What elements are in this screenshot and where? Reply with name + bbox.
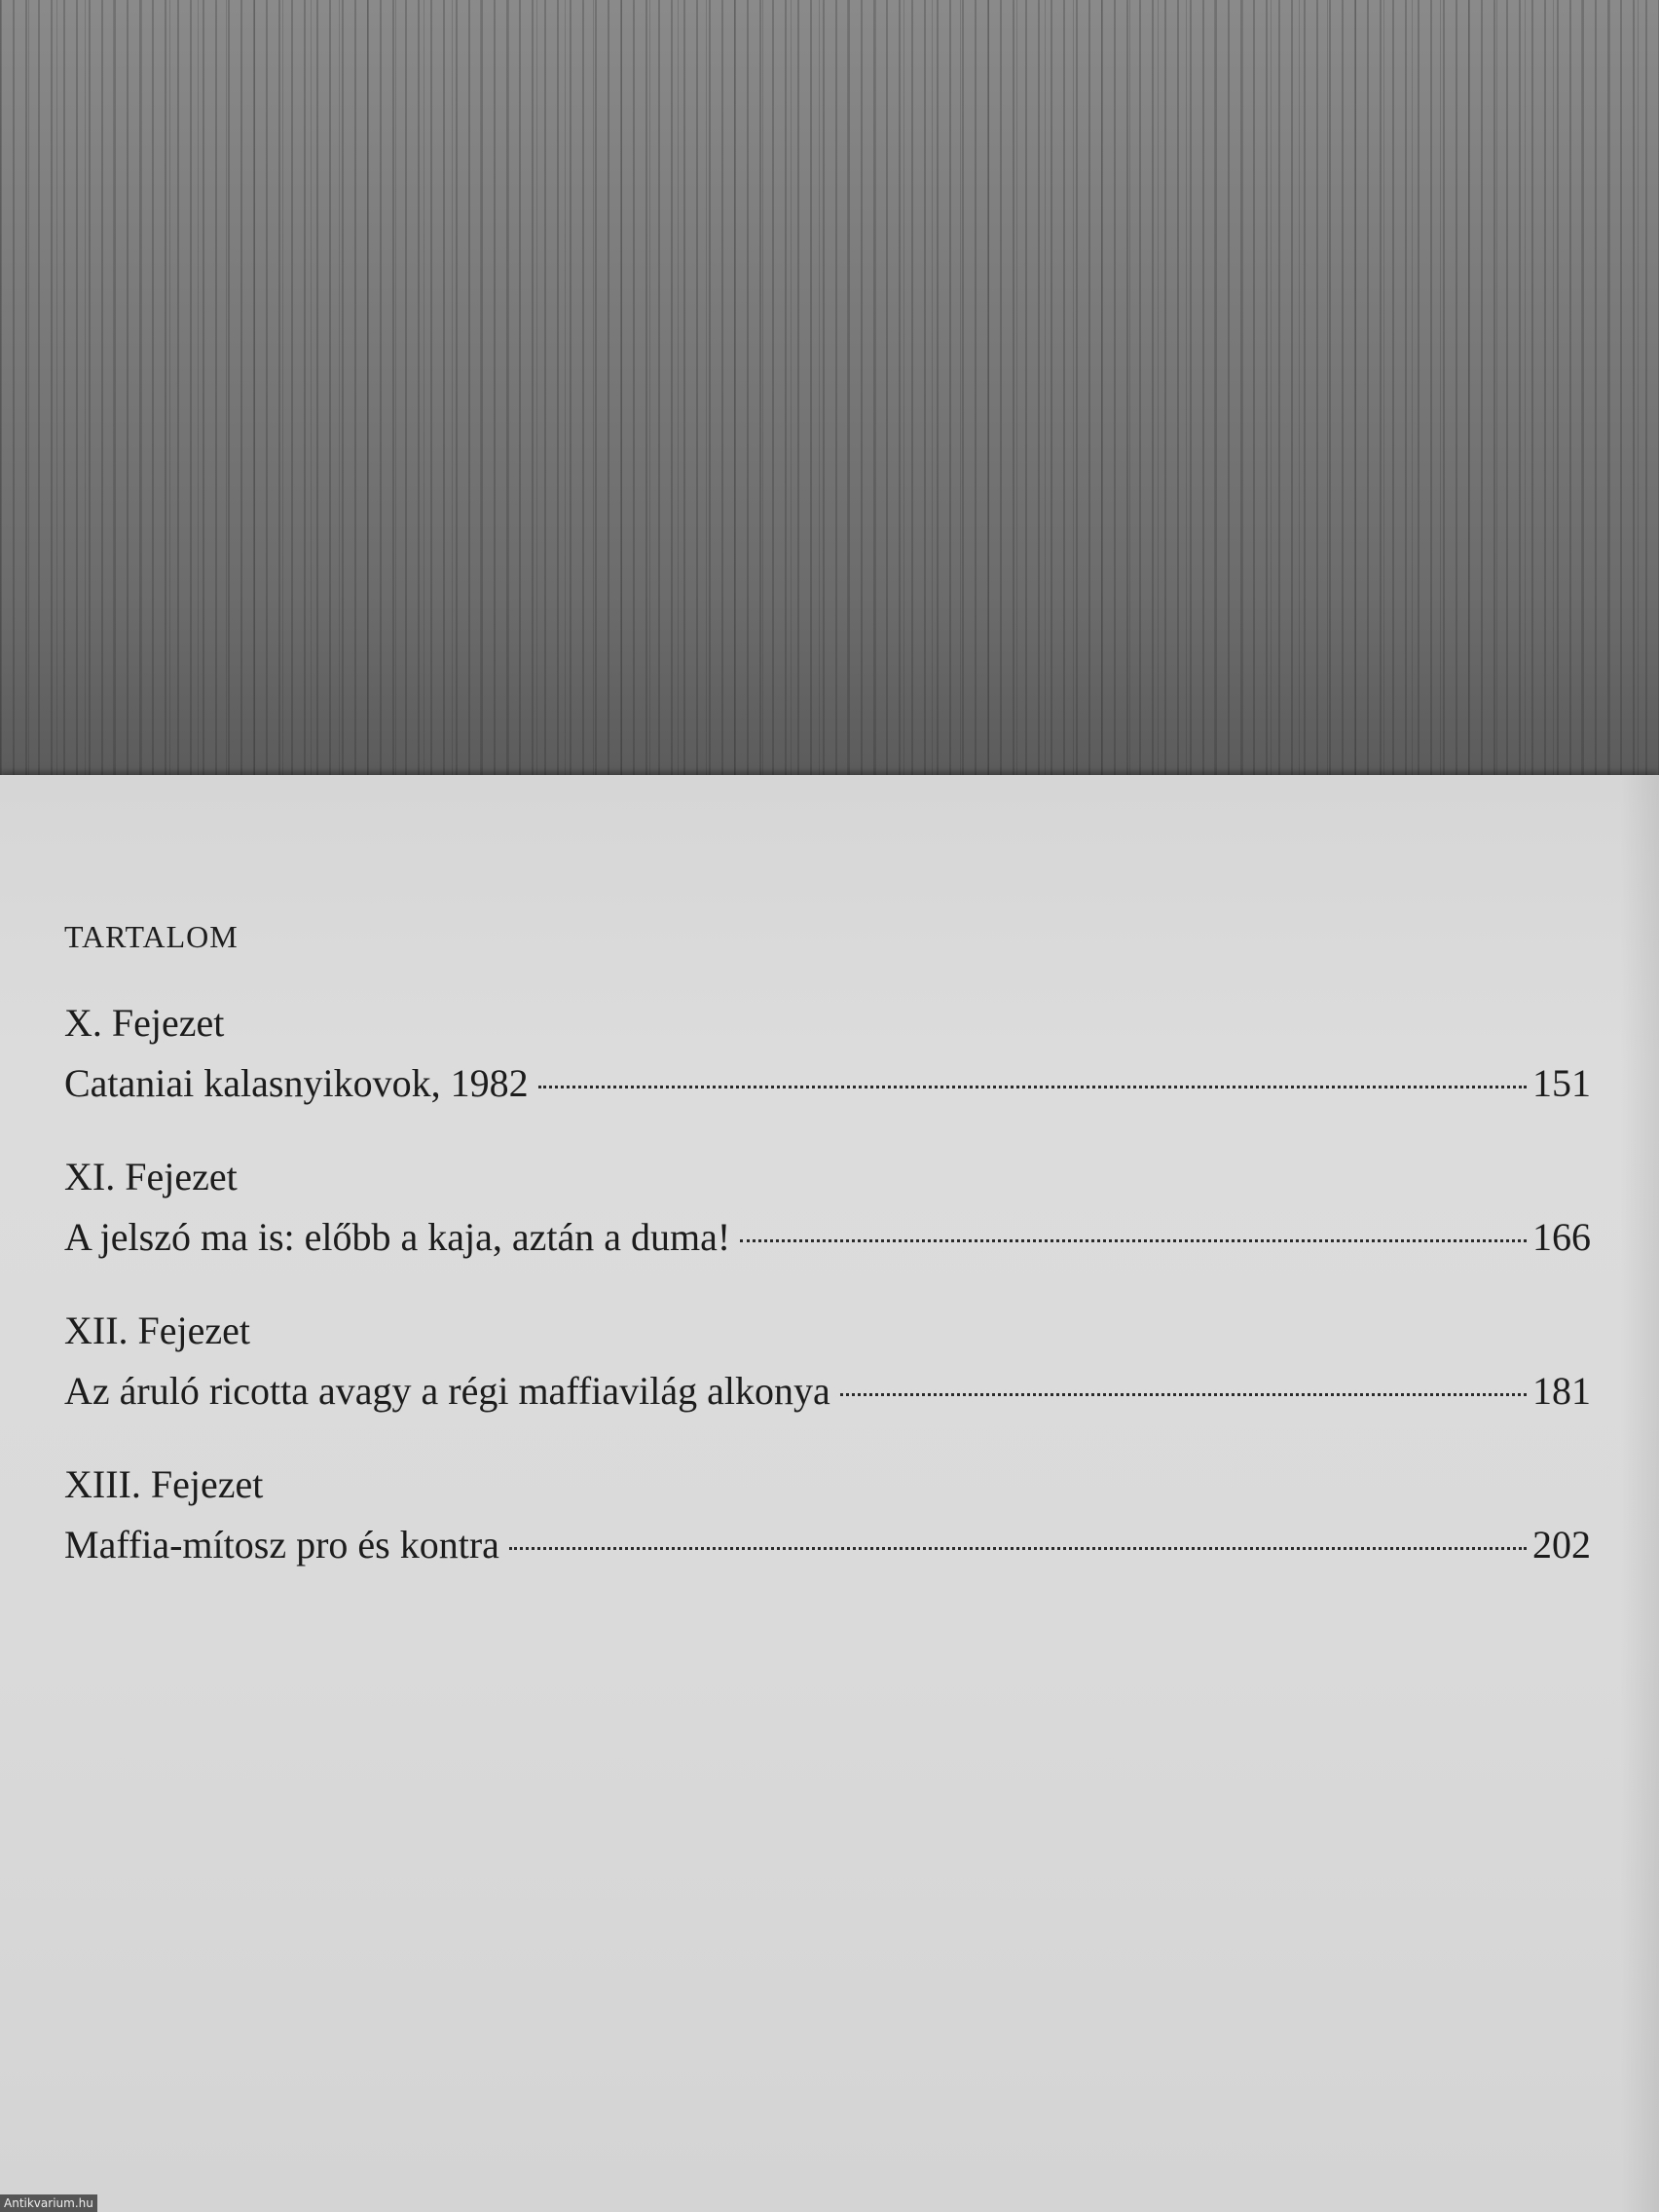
toc-entry-line	[64, 1207, 1591, 1268]
toc-entry	[64, 1147, 1591, 1268]
dot-leader	[740, 1239, 1527, 1242]
page-number: 166	[1532, 1215, 1591, 1259]
toc-heading: TARTALOM	[64, 919, 239, 954]
toc-entry	[64, 1455, 1591, 1575]
chapter-title: Az áruló ricotta avagy a régi maffiavilág alkonya	[64, 1369, 830, 1413]
chapter-label: X. Fejezet	[64, 1001, 225, 1045]
watermark: Antikvarium.hu	[0, 2194, 97, 2212]
page-number: 181	[1532, 1369, 1591, 1413]
book-page	[0, 775, 1659, 2212]
chapter-label: XI. Fejezet	[64, 1155, 238, 1198]
dot-leader	[840, 1393, 1527, 1396]
toc-entry-line	[64, 1053, 1591, 1114]
wooden-table-background	[0, 0, 1659, 791]
page-edge-shadow	[1620, 775, 1659, 2212]
chapter-label: XIII. Fejezet	[64, 1462, 264, 1506]
dot-leader	[509, 1547, 1527, 1550]
chapter-title: A jelszó ma is: előbb a kaja, aztán a duma!	[64, 1215, 731, 1259]
toc-entry-line	[64, 1361, 1591, 1421]
dot-leader	[538, 1086, 1527, 1088]
page-number: 202	[1532, 1523, 1591, 1567]
table-of-contents	[64, 993, 1591, 1608]
chapter-title: Maffia-mítosz pro és kontra	[64, 1523, 499, 1567]
toc-entry	[64, 993, 1591, 1114]
toc-entry	[64, 1301, 1591, 1421]
chapter-label: XII. Fejezet	[64, 1309, 251, 1352]
chapter-title: Cataniai kalasnyikovok, 1982	[64, 1061, 529, 1105]
toc-entry-line	[64, 1515, 1591, 1575]
page-number: 151	[1532, 1061, 1591, 1105]
